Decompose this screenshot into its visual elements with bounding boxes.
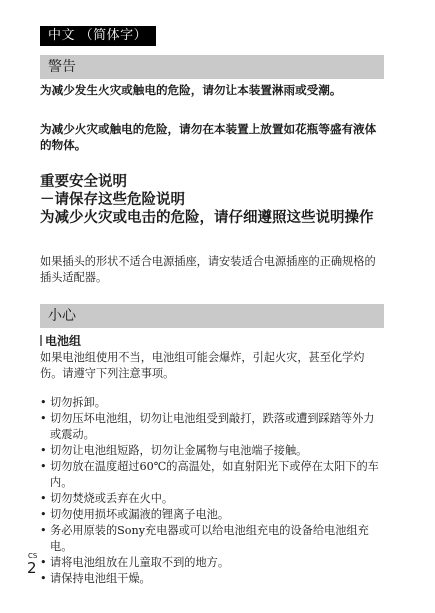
page-number: 2 [27, 559, 37, 577]
list-item: • 切勿拆卸。 [40, 395, 385, 411]
list-item: • 务必用原装的Sony充电器或可以给电池组充电的设备给电池组充电。 [40, 523, 385, 555]
warning-paragraph-1: 为减少发生火灾或触电的危险，请勿让本装置淋雨或受潮。 [40, 83, 342, 97]
safety-heading-line-2: －请保存这些危险说明 [40, 192, 185, 208]
caution-section-title: 小心 [40, 304, 384, 328]
warning-section-title: 警告 [40, 55, 384, 79]
list-item: • 切勿焚烧或丢弃在火中。 [40, 491, 385, 507]
battery-precautions-list [40, 395, 385, 587]
battery-intro: 如果电池组使用不当，电池组可能会爆炸，引起火灾，甚至化学灼伤。请遵守下列注意事项。 [40, 351, 365, 380]
safety-heading-line-3: 为减少火灾或电击的危险，请仔细遵照这些说明操作 [40, 210, 374, 226]
language-code: CS [28, 552, 38, 560]
language-tab: 中文 （简体字） [40, 26, 156, 46]
battery-heading [40, 333, 81, 349]
list-item: • 请保持电池组干燥。 [40, 571, 385, 587]
list-item: • 切勿压坏电池组，切勿让电池组受到敲打，跌落或遭到踩踏等外力或震动。 [40, 411, 385, 443]
plug-adapter-note: 如果插头的形状不适合电源插座，请安装适合电源插座的正确规格的插头适配器。 [40, 255, 376, 284]
list-item: • 切勿使用损坏或漏液的锂离子电池。 [40, 507, 385, 523]
list-item: • 切勿放在温度超过60℃的高温处，如直射阳光下或停在太阳下的车内。 [40, 459, 385, 491]
list-item: • 请将电池组放在儿童取不到的地方。 [40, 555, 385, 571]
list-item: • 切勿让电池组短路，切勿让金属物与电池端子接触。 [40, 443, 385, 459]
warning-paragraph-2: 为减少火灾或触电的危险，请勿在本装置上放置如花瓶等盛有液体的物体。 [40, 122, 377, 152]
battery-heading-label: 电池组 [45, 334, 82, 348]
safety-heading-line-1: 重要安全说明 [40, 174, 127, 190]
heading-marker-icon [40, 335, 42, 346]
